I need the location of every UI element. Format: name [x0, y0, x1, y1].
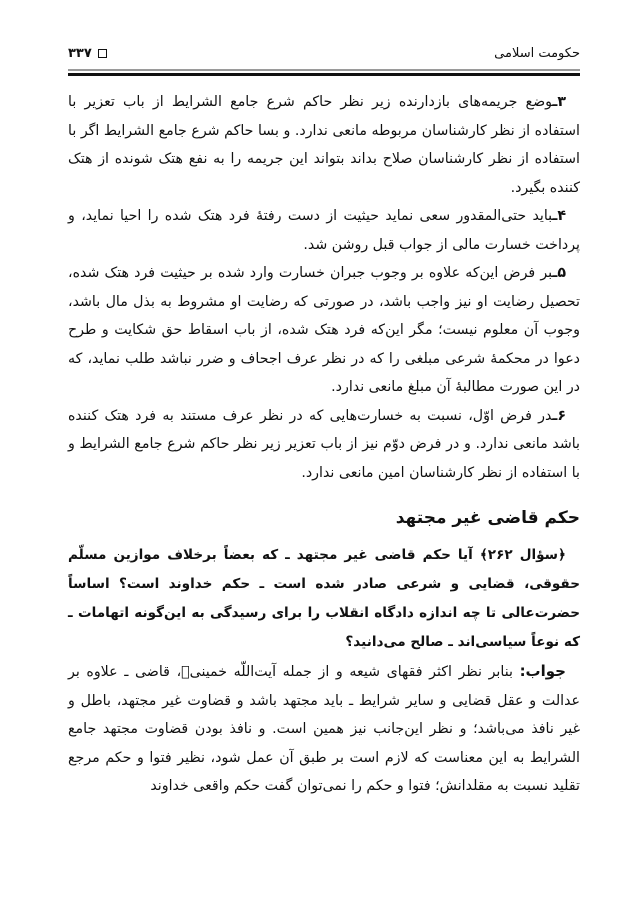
- item-number: ۳ـ: [552, 94, 566, 110]
- paragraph-text: وضع جریمه‌های بازدارنده زیر نظر حاکم شرع جامع الشرایط از باب تعزیر با استفاده از نظر کارشناسان مربوطه مانعی ندارد. و بسا حاکم شرع جامع الشرایط اگر با استفاده از نظر کارشناسان صلاح بداند بتواند این جریمه را به نفع هتک شونده از هتک کننده بگیرد.: [68, 94, 580, 196]
- answer-block: [68, 657, 580, 801]
- running-header: [68, 46, 580, 68]
- body-text: [68, 88, 580, 801]
- question-block: [68, 541, 580, 657]
- paragraph-item-4: [68, 202, 580, 259]
- paragraph-item-5: [68, 259, 580, 402]
- paragraph-item-3: [68, 88, 580, 202]
- item-number: ۶ـ: [552, 407, 566, 424]
- item-number: ۵ـ: [552, 265, 566, 281]
- page-number: ۳۳۷: [68, 46, 92, 61]
- question-label: ﴿سؤال ۲۶۲﴾: [479, 547, 567, 563]
- page-number-block: [68, 46, 107, 61]
- paragraph-text: در فرض اوّل، نسبت به خسارت‌هایی که در نظر عرف مستند به فرد هتک کننده باشد مانعی ندارد. و در فرض دوّم نیز از باب تعزیر زیر نظر حاکم شرع جامع الشرایط و با استفاده از نظر کارشناسان امین مانعی ندارد.: [68, 407, 580, 481]
- answer-text: بنابر نظر اکثر فقهای شیعه و از جمله آیت‌اللّه خمینی‌﷬، قاضی ـ علاوه بر عدالت و عقل قضایی و سایر شرایط ـ باید مجتهد باشد و قضاوت غیر مجتهد، باطل و غیر نافذ می‌باشد؛ و نظر این‌جانب نیز همین است. و نافذ بودن قضاوت مجتهد جامع الشرایط به این معناست که لازم است بر طبق آن عمل شود، نظیر فتوا و حکم مرجع تقلید نسبت به مقلدانش؛ فتوا و حکم را نمی‌توان گفت حکم واقعی خداوند: [68, 664, 580, 794]
- section-heading: حکم قاضی غیر مجتهد: [395, 508, 580, 528]
- paragraph-text: بر فرض این‌که علاوه بر وجوب جبران خسارت وارد شده بر حیثیت فرد هتک شده، تحصیل رضایت او نیز واجب باشد، در صورتی که رضایت او مشروط به بذل مال باشد، وجوب آن معلوم نیست؛ مگر این‌که فرد هتک شده، از باب اسقاط حق شکایت و طرح دعوا در محکمهٔ شرعی مبلغی را که در نظر عرف اجحاف و ضرر نباشد طلب نماید، که در این صورت مطالبهٔ آن مبلغ مانعی ندارد.: [68, 265, 580, 395]
- question-text: آیا حکم قاضی غیر مجتهد ـ که بعضاً برخلاف موازین مسلّم حقوقی، قضایی و شرعی صادر شده است ـ حکم خداوند است؟ اساساً حضرت‌عالی تا چه اندازه دادگاه انقلاب را برای رسیدگی به این‌گونه اتهامات ـ که نوعاً سیاسی‌اند ـ صالح می‌دانید؟: [68, 547, 580, 650]
- item-number: ۴ـ: [552, 208, 566, 224]
- paragraph-text: باید حتی‌المقدور سعی نماید حیثیت از دست رفتهٔ فرد هتک شده را احیا نماید، و پرداخت خسارت مالی از جواب قبل روشن شد.: [68, 208, 580, 253]
- book-title: حکومت اسلامی: [494, 46, 580, 61]
- header-rule-gray: [68, 69, 580, 71]
- header-rule-black: [68, 73, 580, 76]
- answer-label: جواب:: [519, 662, 566, 680]
- paragraph-item-6: [68, 402, 580, 488]
- square-box-icon: [98, 49, 107, 58]
